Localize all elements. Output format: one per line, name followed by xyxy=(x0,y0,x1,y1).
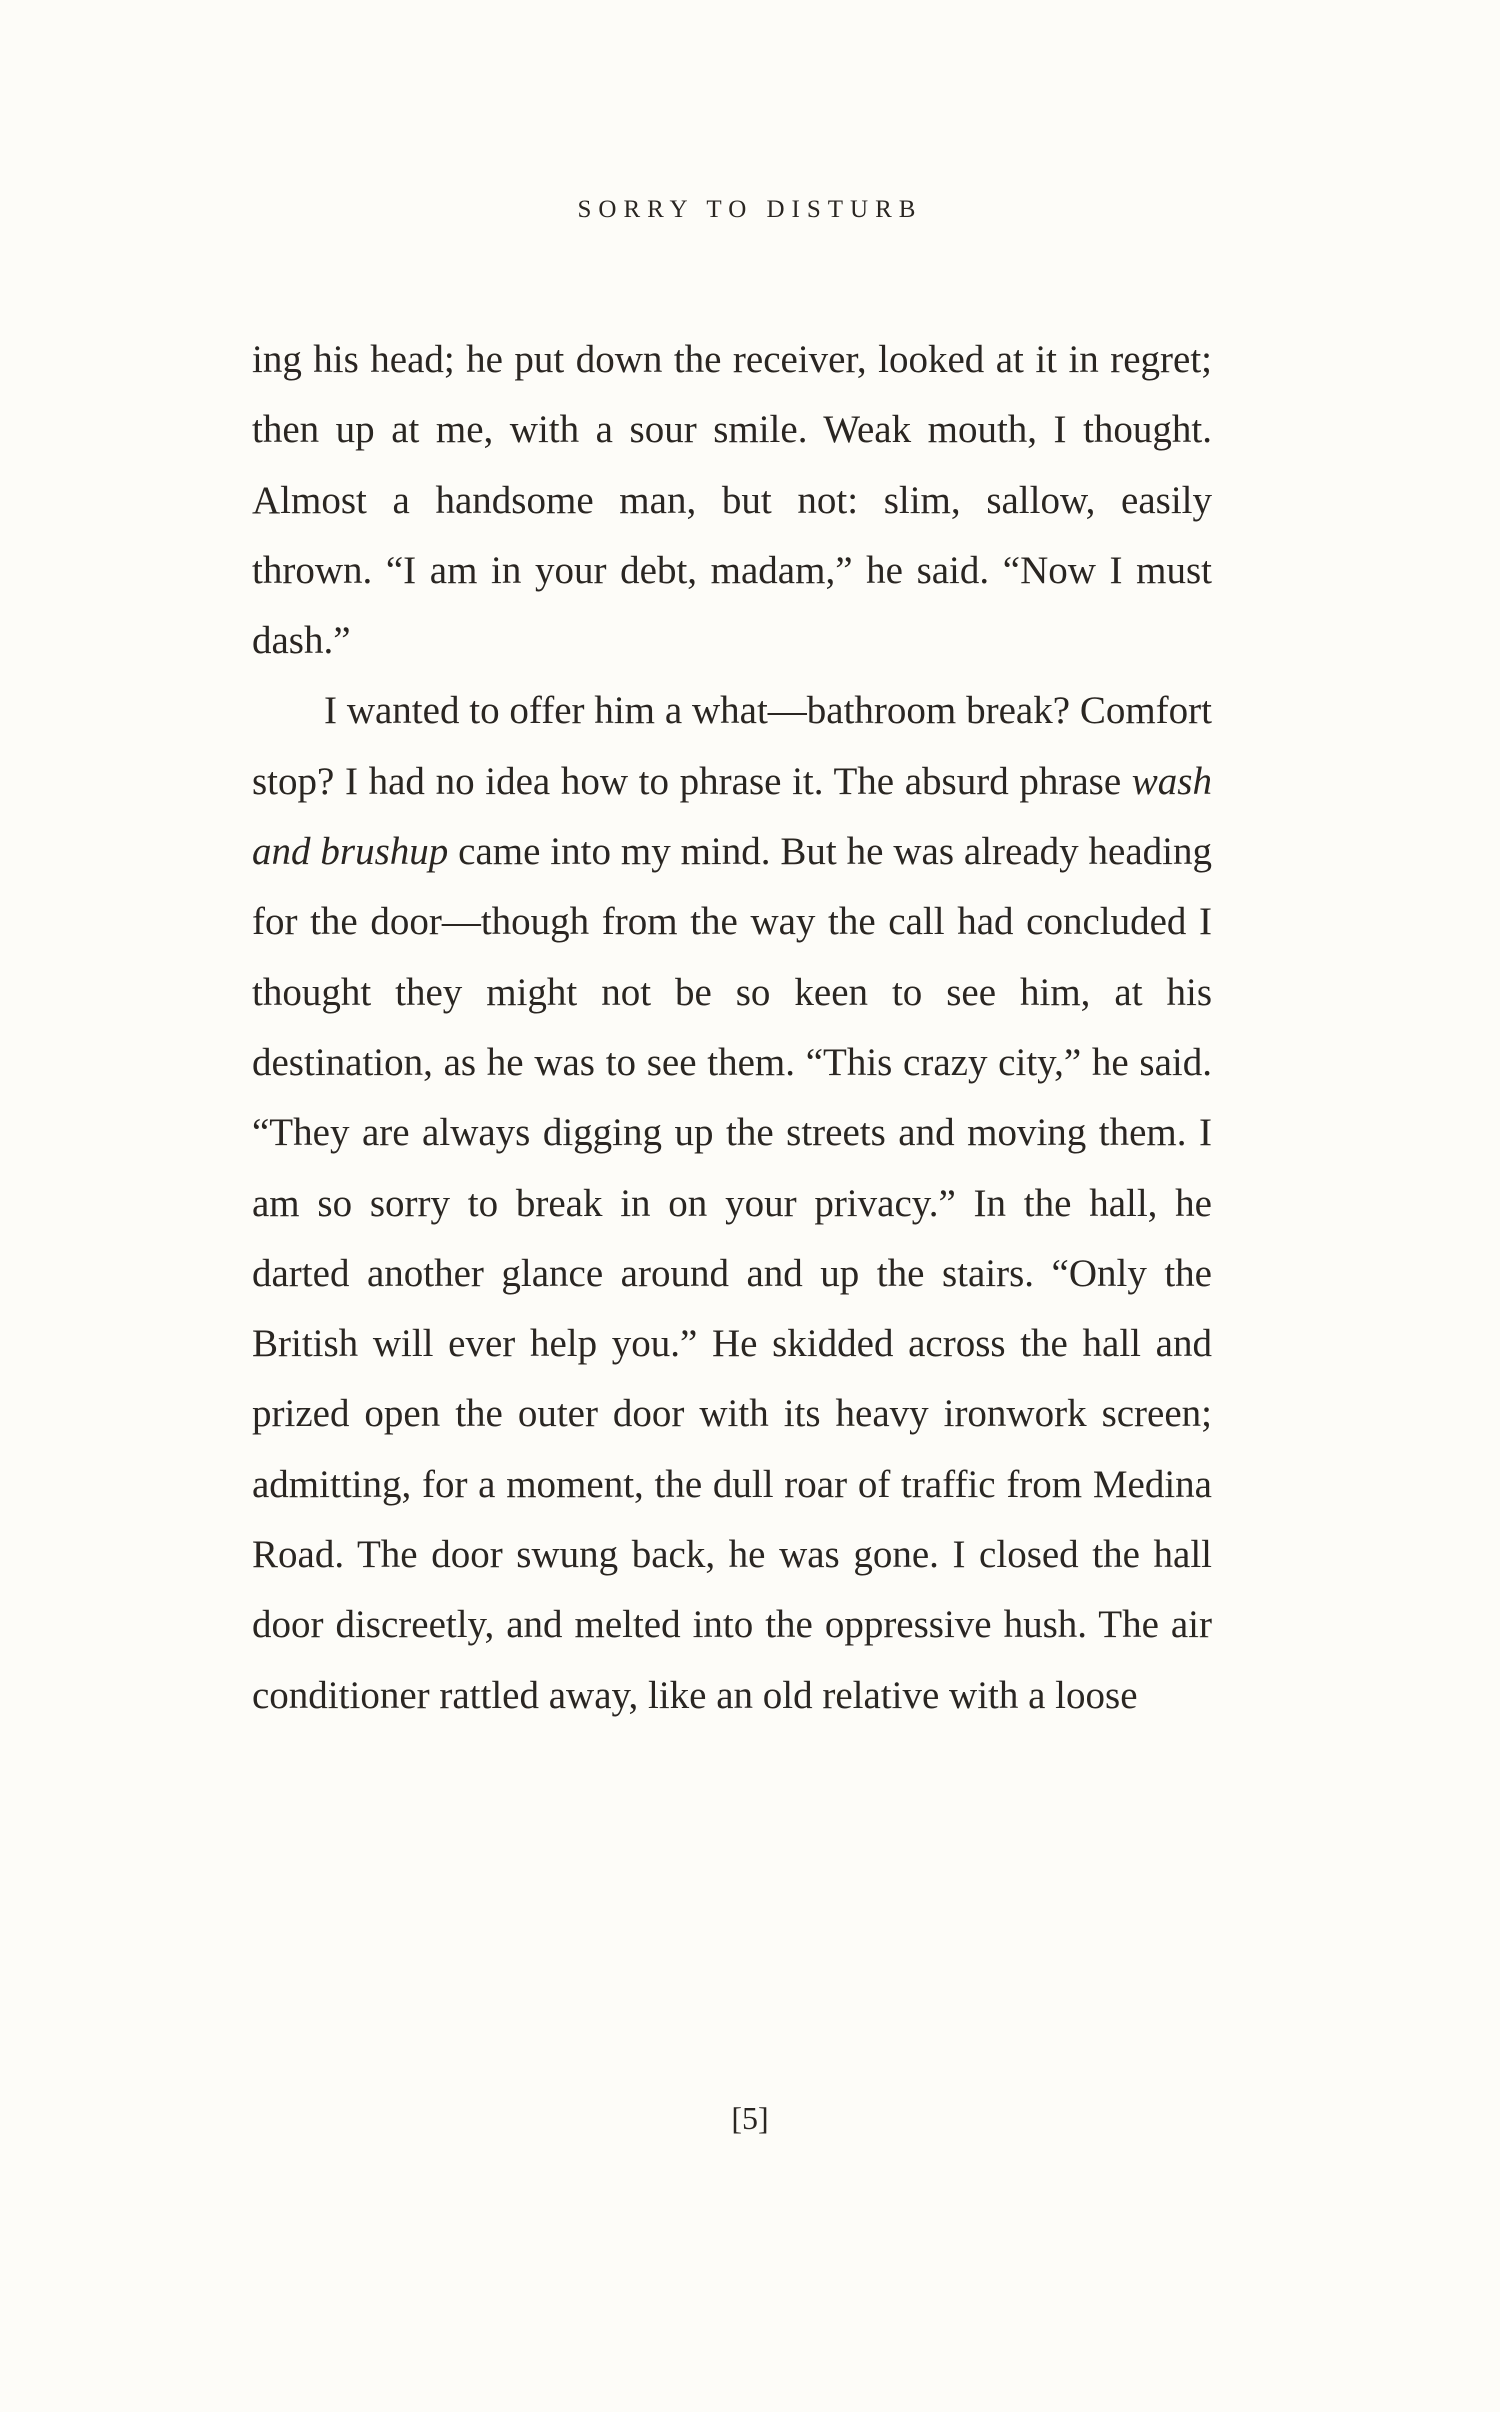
running-head: SORRY TO DISTURB xyxy=(577,196,923,223)
italic-phrase: wash and brushup xyxy=(252,759,1212,874)
paragraph-2-text-before: I wanted to offer him a what—bathroom break? Comfort stop? I had no idea how to phrase it. The absurd phrase xyxy=(252,689,1212,803)
body-text xyxy=(252,325,1212,1731)
paragraph-1: ing his head; he put down the receiver, looked at it in regret; then up at me, with a sour smile. Weak mouth, I thought. Almost a handsome man, but not: slim, sallow, easily thrown. “I am in your debt, madam,” he said. “Now I must dash.” xyxy=(252,338,1212,663)
page-number: [5] xyxy=(731,2100,769,2136)
paragraph-2 xyxy=(252,676,1212,1730)
paragraph-2-text-after: came into my mind. But he was already heading for the door—though from the way the call had concluded I thought they might not be so keen to see him, at his destination, as he was to see them. “This crazy city,” he said. “They are always digging up the streets and moving them. I am so sorry to break in on your privacy.” In the hall, he darted another glance around and up the stairs. “Only the British will ever help you.” He skidded across the hall and prized open the outer door with its heavy ironwork screen; admitting, for a moment, the dull roar of traffic from Medina Road. The door swung back, he was gone. I closed the hall door discreetly, and melted into the oppressive hush. The air conditioner rattled away, like an old relative with a loose xyxy=(252,830,1212,1717)
